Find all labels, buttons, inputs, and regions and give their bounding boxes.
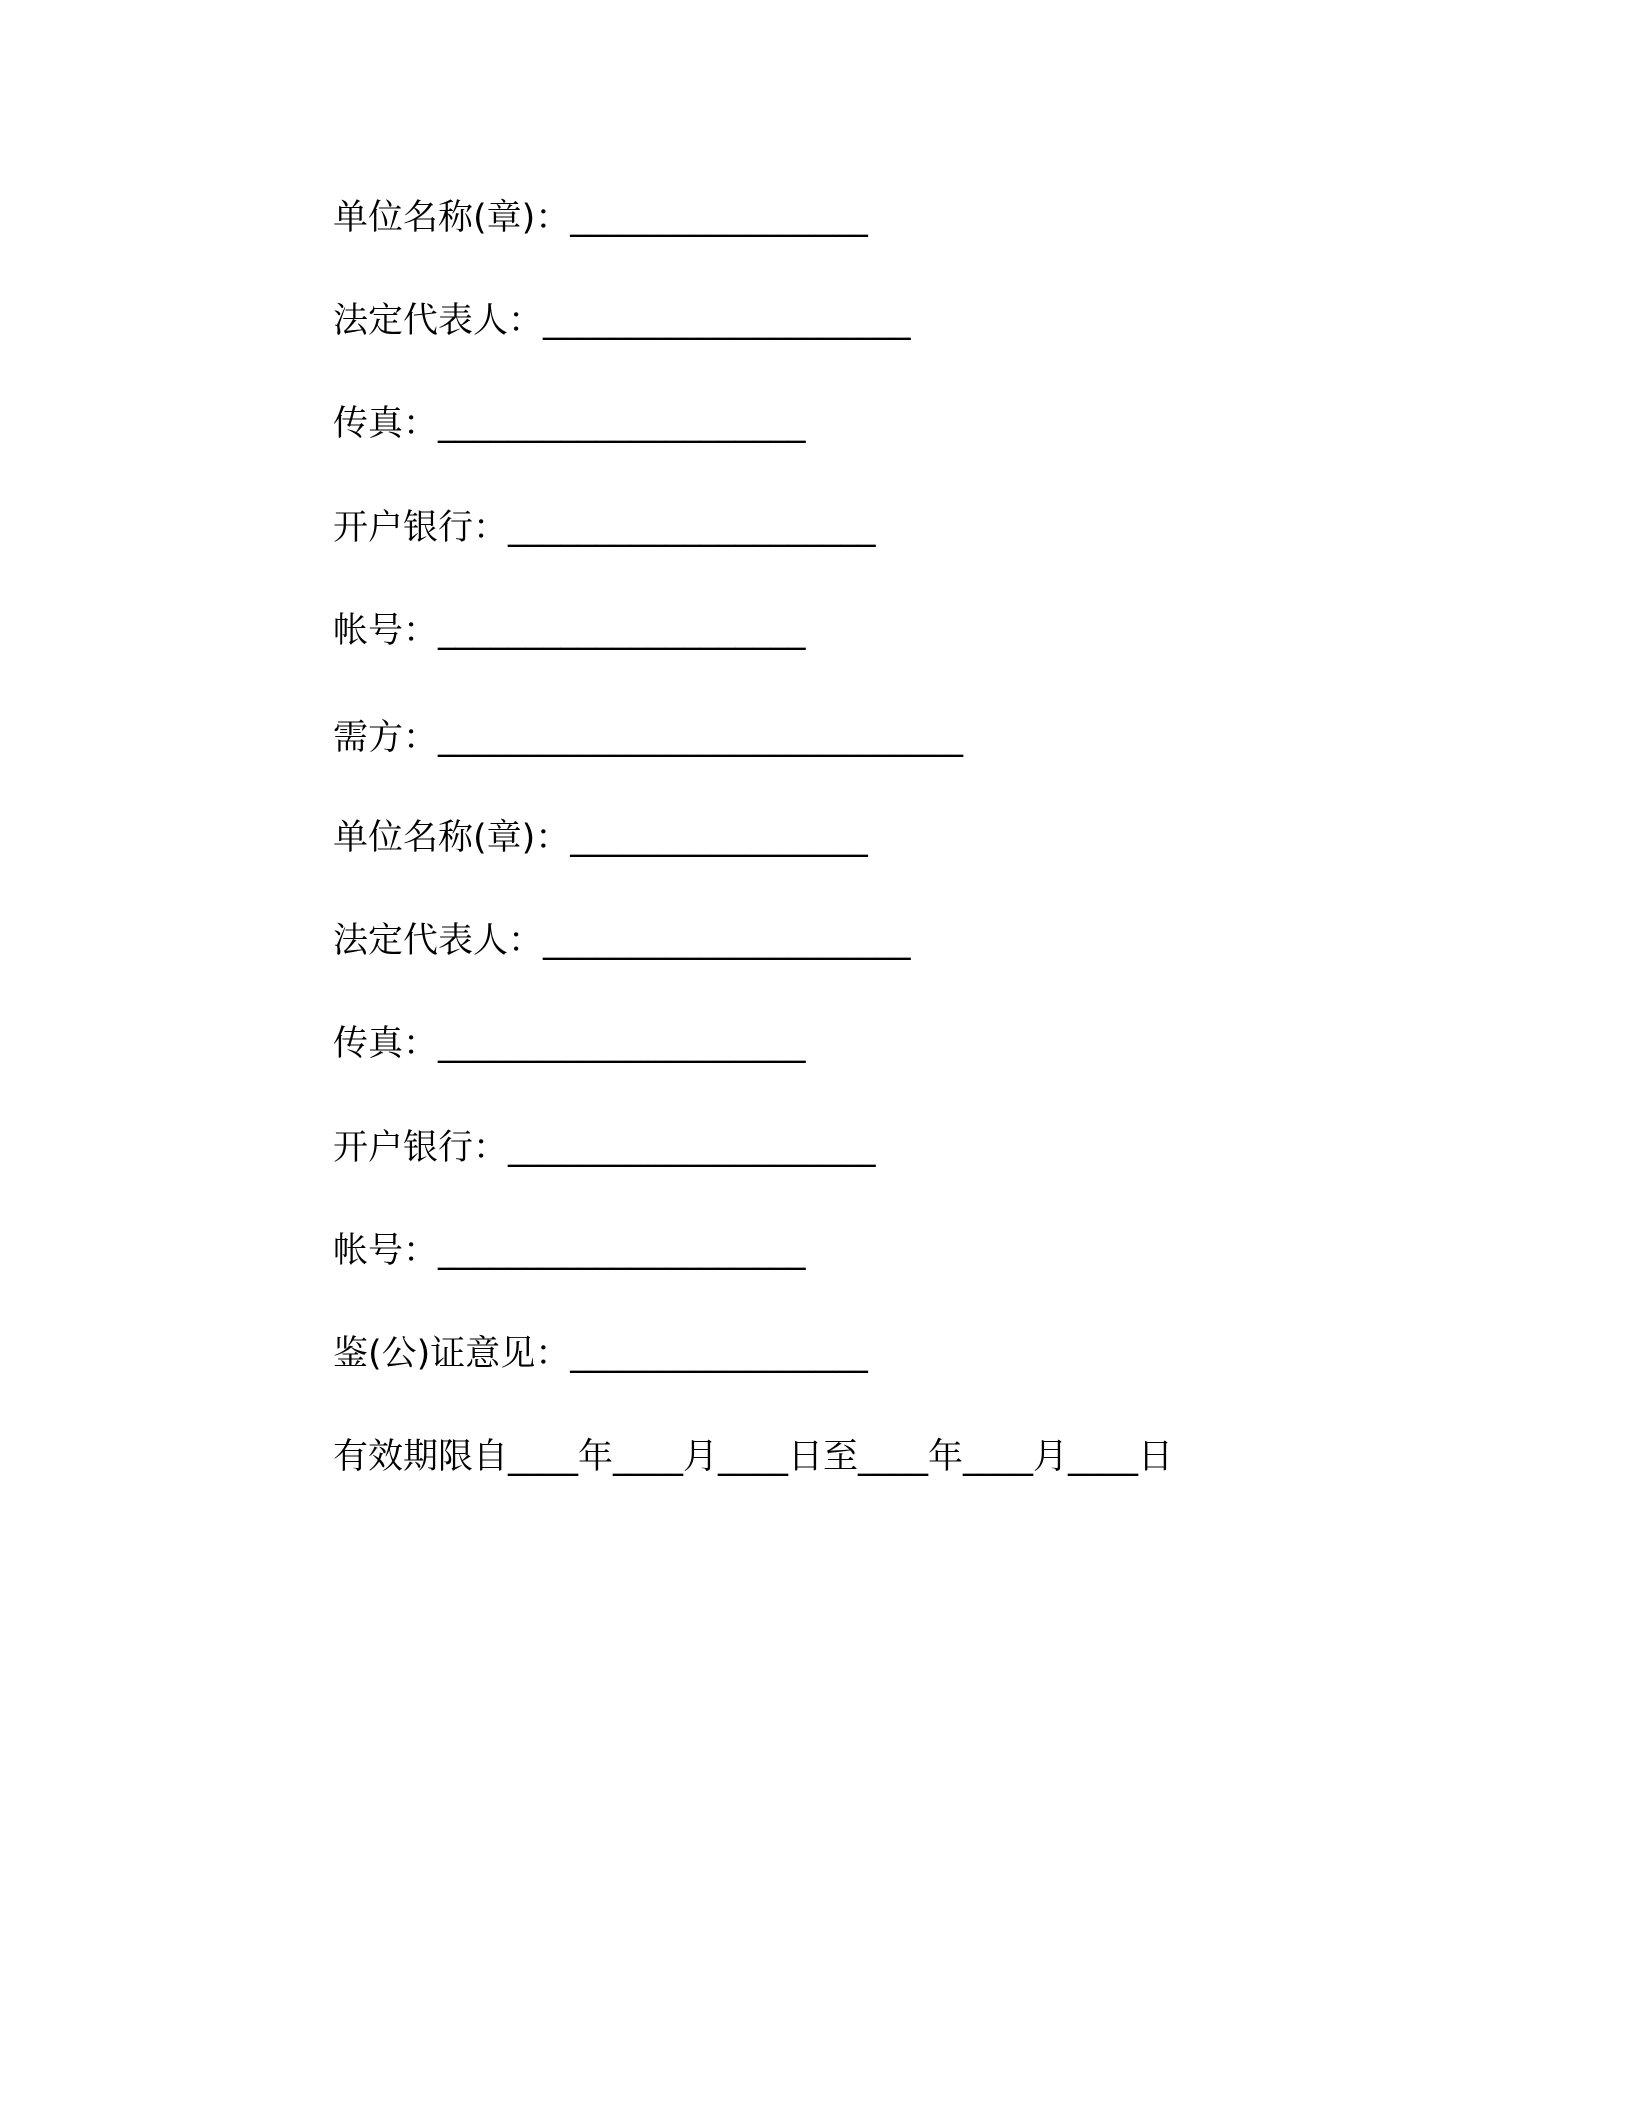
supplier-legal-representative-line: 法定代表人：_____________________ bbox=[333, 301, 911, 341]
supplier-fax-line: 传真：_____________________ bbox=[333, 404, 806, 444]
buyer-legal-representative-line: 法定代表人：_____________________ bbox=[333, 921, 911, 961]
supplier-bank-line: 开户银行：_____________________ bbox=[333, 508, 876, 548]
buyer-unit-name-line: 单位名称(章)：_________________ bbox=[333, 818, 868, 858]
notarization-opinion-line: 鉴(公)证意见：_________________ bbox=[333, 1334, 868, 1374]
buyer-line: 需方：______________________________ bbox=[333, 718, 964, 758]
validity-period-line: 有效期限自____年____月____日至____年____月____日 bbox=[333, 1437, 1174, 1477]
buyer-fax-line: 传真：_____________________ bbox=[333, 1024, 806, 1064]
buyer-bank-line: 开户银行：_____________________ bbox=[333, 1128, 876, 1168]
supplier-unit-name-line: 单位名称(章)：_________________ bbox=[333, 198, 868, 238]
supplier-account-line: 帐号：_____________________ bbox=[333, 611, 806, 651]
buyer-account-line: 帐号：_____________________ bbox=[333, 1231, 806, 1271]
